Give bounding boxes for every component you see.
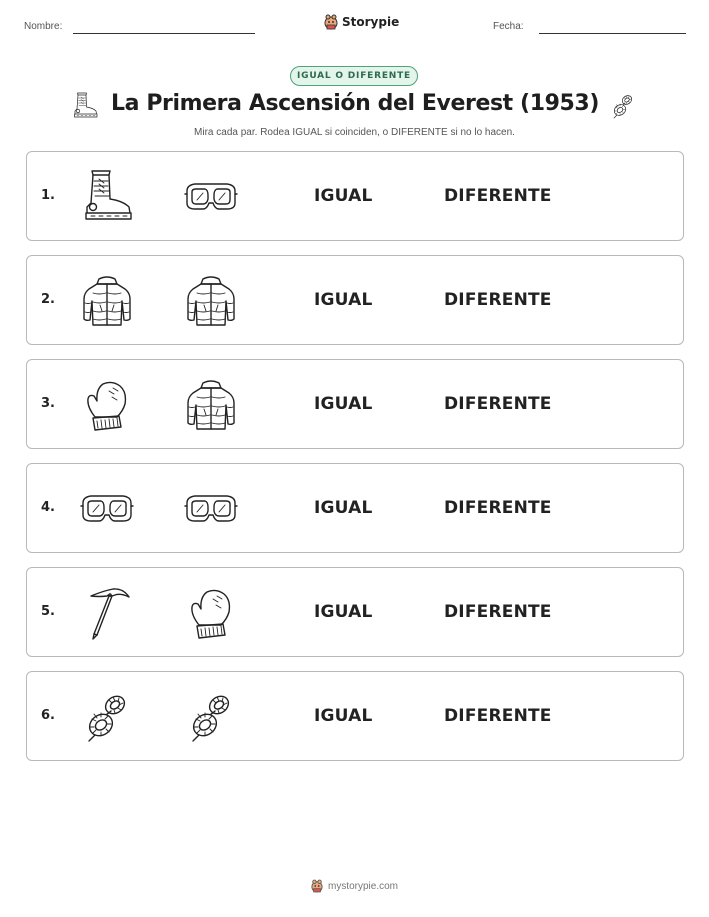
date-field[interactable] [539, 33, 686, 34]
date-label: Fecha: [493, 21, 524, 32]
row-number: 5. [41, 604, 55, 619]
option-igual[interactable]: IGUAL [314, 290, 373, 310]
pair-row-3 [26, 359, 684, 449]
footer-site[interactable]: mystorypie.com [327, 880, 398, 892]
option-diferente[interactable]: DIFERENTE [444, 706, 552, 726]
rope-icon [79, 689, 135, 745]
goggles-icon [183, 169, 239, 225]
option-igual[interactable]: IGUAL [314, 602, 373, 622]
footer [0, 879, 709, 893]
name-field[interactable] [73, 33, 255, 34]
title-boot-icon [70, 92, 100, 125]
ice-axe-icon [79, 585, 135, 641]
storypie-mascot-icon [324, 14, 338, 30]
row-number: 3. [41, 396, 55, 411]
instructions: Mira cada par. Rodea IGUAL si coinciden, o DIFERENTE si no lo hacen. [194, 127, 515, 138]
option-diferente[interactable]: DIFERENTE [444, 498, 552, 518]
pair-row-6 [26, 671, 684, 761]
storypie-mascot-icon [311, 879, 323, 893]
worksheet-type-badge: IGUAL O DIFERENTE [290, 66, 418, 86]
boot-icon [79, 169, 135, 225]
page-title: La Primera Ascensión del Everest (1953) [111, 91, 599, 116]
title-rope-icon [609, 91, 637, 126]
option-igual[interactable]: IGUAL [314, 186, 373, 206]
option-diferente[interactable]: DIFERENTE [444, 186, 552, 206]
option-diferente[interactable]: DIFERENTE [444, 290, 552, 310]
jacket-icon [79, 273, 135, 329]
option-diferente[interactable]: DIFERENTE [444, 602, 552, 622]
pair-row-2 [26, 255, 684, 345]
name-label: Nombre: [24, 21, 63, 32]
row-number: 4. [41, 500, 55, 515]
goggles-icon [79, 481, 135, 537]
goggles-icon [183, 481, 239, 537]
brand-name: Storypie [342, 15, 400, 29]
row-number: 2. [41, 292, 55, 307]
pair-row-1 [26, 151, 684, 241]
pair-row-5 [26, 567, 684, 657]
row-number: 6. [41, 708, 55, 723]
option-igual[interactable]: IGUAL [314, 394, 373, 414]
jacket-icon [183, 377, 239, 433]
option-diferente[interactable]: DIFERENTE [444, 394, 552, 414]
option-igual[interactable]: IGUAL [314, 498, 373, 518]
pair-row-4 [26, 463, 684, 553]
mitten-icon [79, 377, 135, 433]
rope-icon [183, 689, 239, 745]
jacket-icon [183, 273, 239, 329]
row-number: 1. [41, 188, 55, 203]
brand-logo [324, 14, 399, 30]
mitten-icon [183, 585, 239, 641]
option-igual[interactable]: IGUAL [314, 706, 373, 726]
